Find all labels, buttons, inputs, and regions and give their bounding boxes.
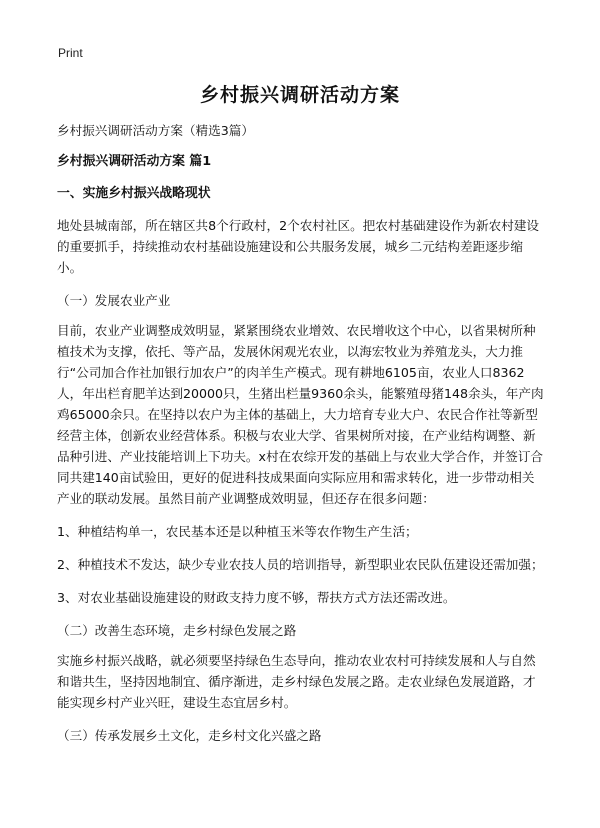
subsection-heading: （一）发展农业产业 <box>57 293 171 308</box>
document-body <box>57 120 545 746</box>
list-item: 3、对农业基础设施建设的财政支持力度不够，帮扶方式方法还需改进。 <box>57 590 456 605</box>
article-heading: 乡村振兴调研活动方案 篇1 <box>57 154 212 169</box>
subsection-heading: （三）传承发展乡土文化，走乡村文化兴盛之路 <box>57 728 322 743</box>
list-item: 2、种植技术不发达，缺少专业农技人员的培训指导，新型职业农民队伍建设还需加强； <box>57 557 544 572</box>
print-label: Print <box>58 46 83 60</box>
section-heading: 一、实施乡村振兴战略现状 <box>57 186 211 201</box>
body-paragraph: 实施乡村振兴战略，就必须要坚持绿色生态导向，推动农业农村可持续发展和人与自然和谐共生，坚持因地制宜、循序渐进，走乡村绿色发展之路。走农业绿色发展道路，才能实现乡村产业兴旺，建设生态宜居乡村。 <box>57 653 536 710</box>
document-subtitle: 乡村振兴调研活动方案（精选3篇） <box>57 123 254 138</box>
page-title: 乡村振兴调研活动方案 <box>199 84 400 106</box>
body-paragraph: 目前，农业产业调整成效明显，紧紧围绕农业增效、农民增收这个中心，以省果树所种植技术为支撑，依托、等产品，发展休闲观光农业，以海宏牧业为养殖龙头，大力推行“公司加合作社加银行加农户”的肉羊生产模式。现有耕地6105亩，农业人口8362人，年出栏育肥羊达到20000只，生猪出栏量9360余头，能繁殖母猪148余头，年产肉鸡65000余只。在坚持以农户为主体的基础上，大力培育专业大户、农民合作社等新型经营主体，创新农业经营体系。积极与农业大学、省果树所对接，在产业结构调整、新品种引进、产业技能培训上下功夫。x村在农综开发的基础上与农业大学合作，并签订合同共建140亩试验田，更好的促进科技成果面向实际应用和需求转化，进一步带动相关产业的联动发展。虽然目前产业调整成效明显，但还存在很多问题： <box>57 323 544 506</box>
subsection-heading: （二）改善生态环境，走乡村绿色发展之路 <box>57 623 297 638</box>
list-item: 1、种植结构单一，农民基本还是以种植玉米等农作物生产生活； <box>57 524 418 539</box>
intro-paragraph: 地处县城南部，所在辖区共8个行政村，2个农村社区。把农村基础建设作为新农村建设的重要抓手，持续推动农村基础设施建设和公共服务发展，城乡二元结构差距逐步缩小。 <box>57 218 539 275</box>
